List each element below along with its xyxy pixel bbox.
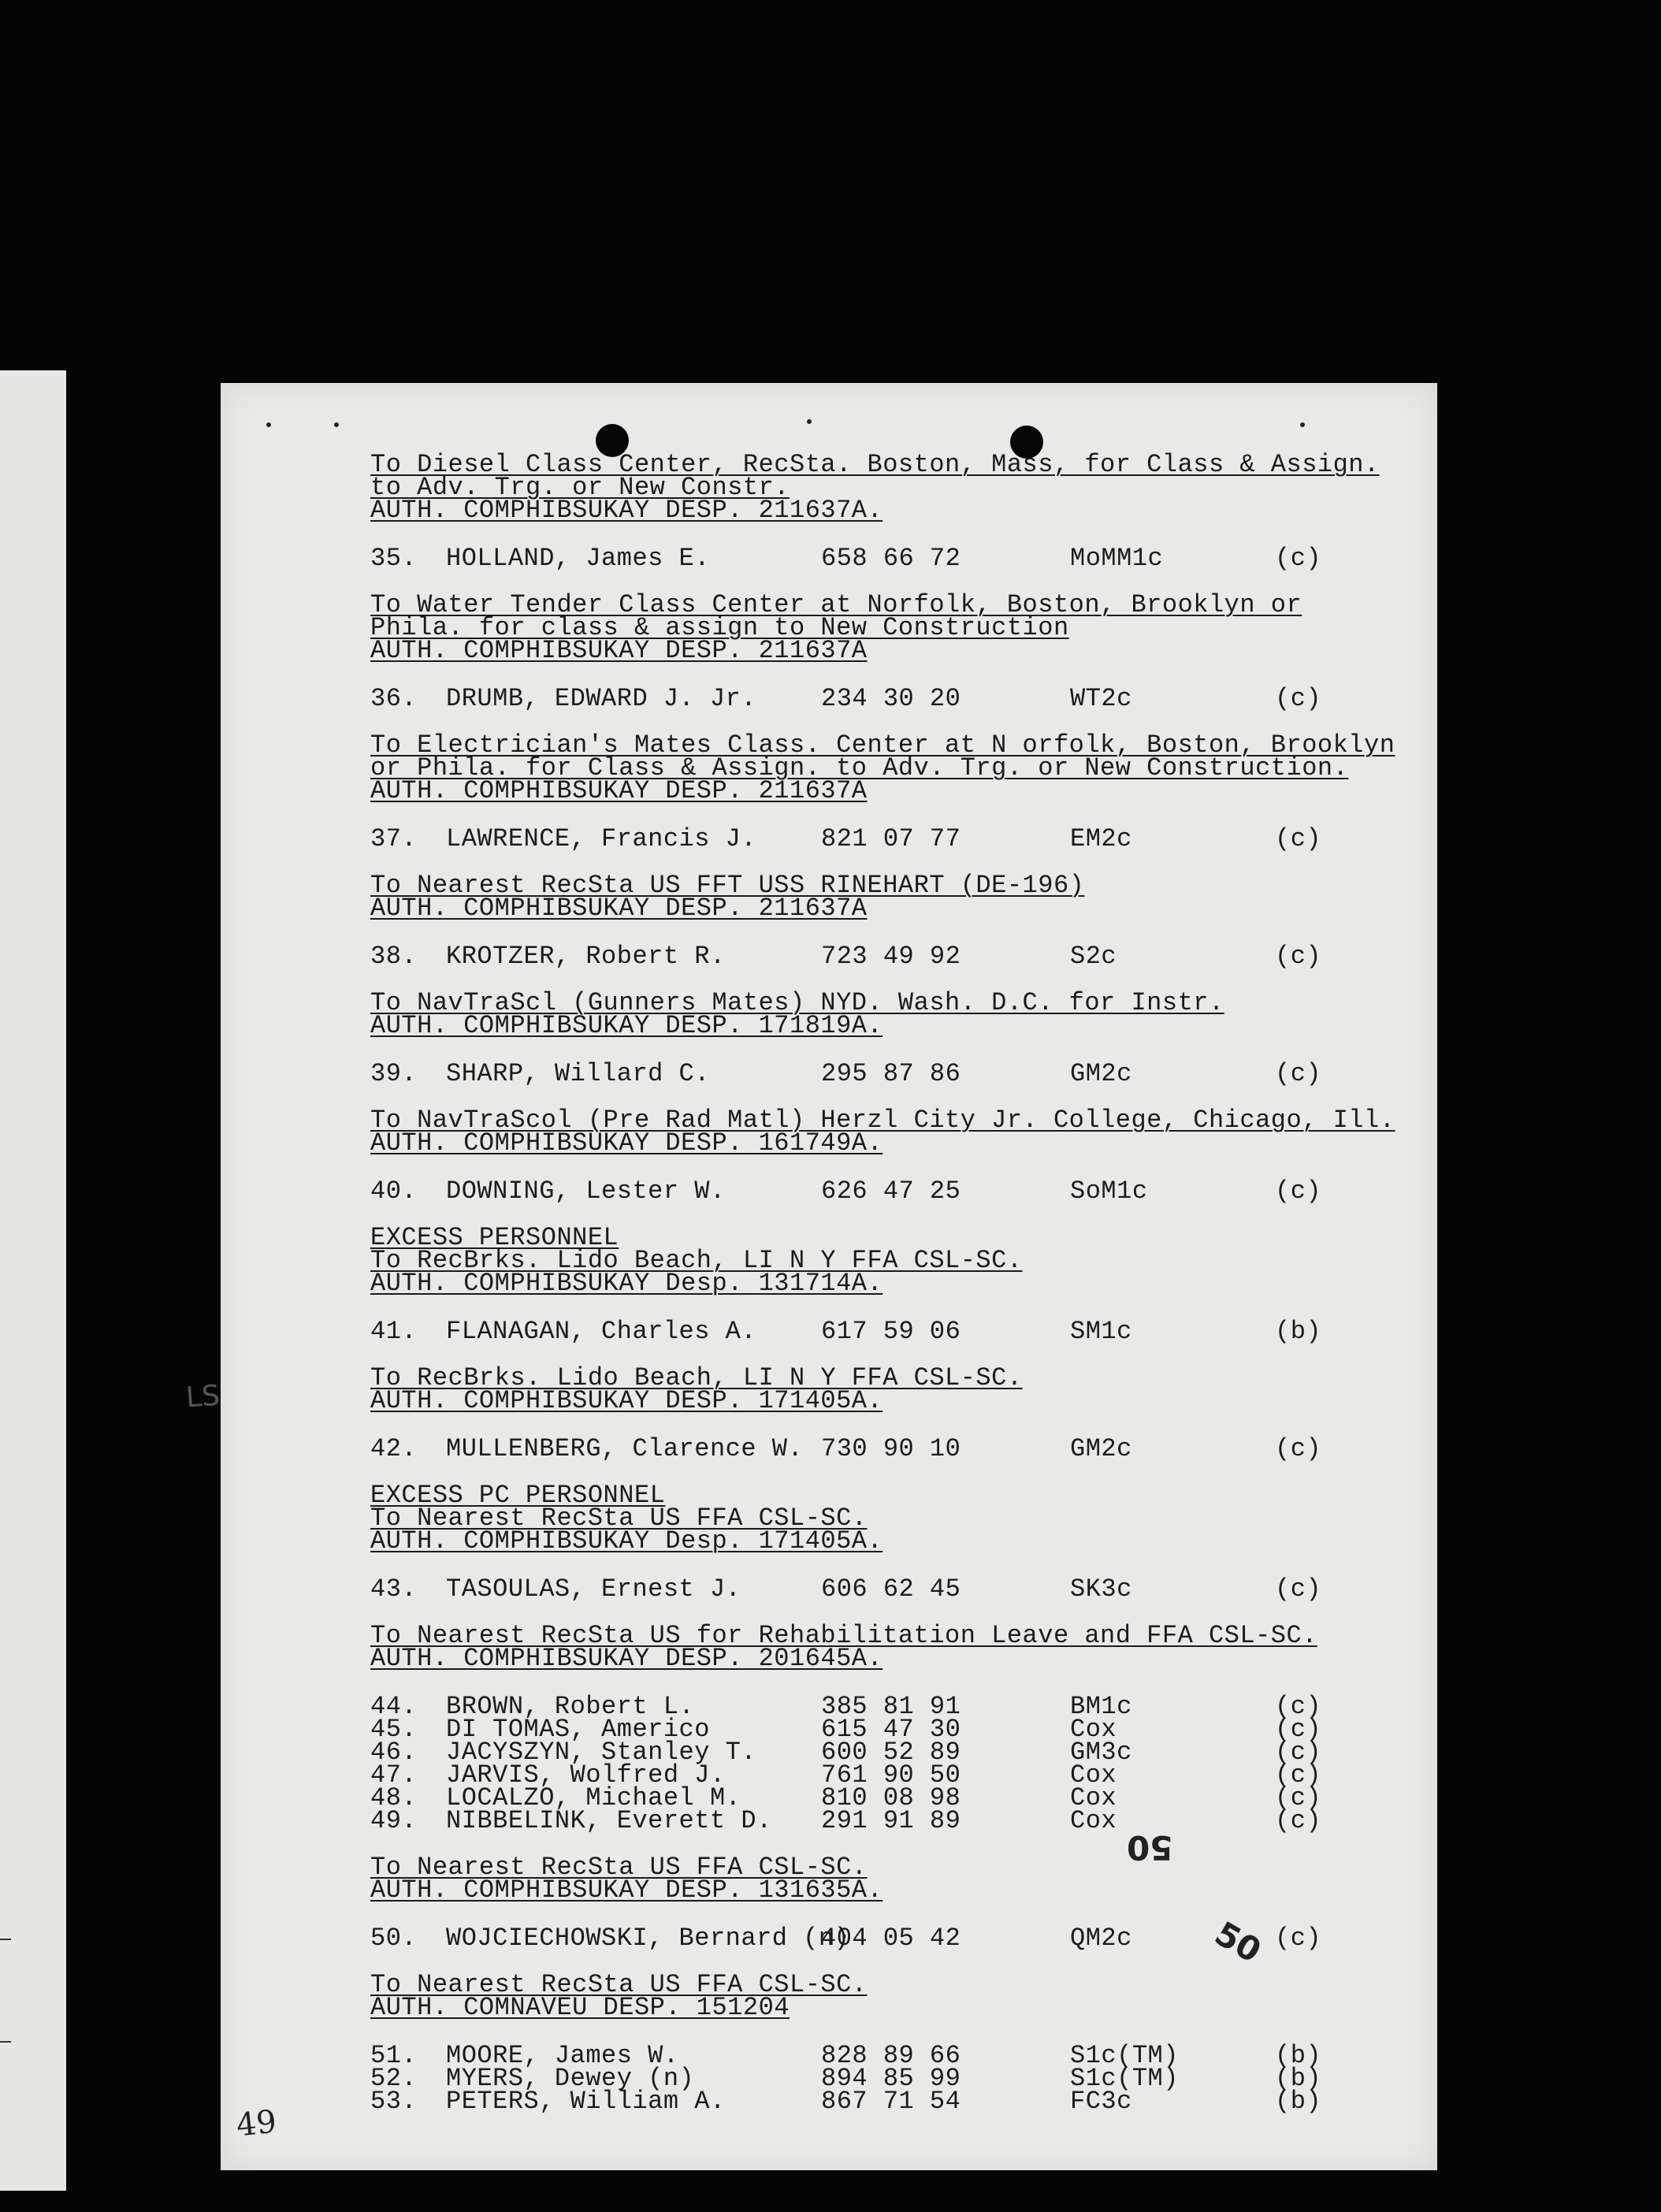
entry-number: 36. [370, 684, 418, 713]
adjacent-page-strip [0, 370, 66, 2191]
instruction-line: To Nearest RecSta US FFA CSL-SC. [370, 1970, 868, 1999]
speck [266, 422, 271, 427]
instruction-line: AUTH. COMPHIBSUKAY DESP. 211637A [370, 894, 868, 923]
entry-rate: FC3c [1070, 2087, 1132, 2116]
entry-number: 52. [370, 2064, 418, 2093]
entry-number: 46. [370, 1738, 418, 1767]
entry-rate: S1c(TM) [1070, 2041, 1179, 2070]
entry-name: FLANAGAN, Charles A. [446, 1317, 757, 1346]
entry-status: (c) [1275, 544, 1322, 573]
entry-number: 45. [370, 1715, 418, 1744]
entry-rate: MoMM1c [1070, 544, 1164, 573]
entry-rate: SM1c [1070, 1317, 1132, 1346]
entry-service-number: 810 08 98 [821, 1783, 961, 1812]
entry-number: 51. [370, 2041, 418, 2070]
entry-service-number: 658 66 72 [821, 544, 961, 573]
entry-rate: S1c(TM) [1070, 2064, 1179, 2093]
entry-name: TASOULAS, Ernest J. [446, 1574, 741, 1604]
personnel-entry [370, 1574, 1426, 1604]
entry-rate: S2c [1070, 942, 1117, 971]
speck [334, 422, 339, 427]
instruction-line: AUTH. COMPHIBSUKAY DESP. 211637A. [370, 496, 883, 525]
instruction-line: To RecBrks. Lido Beach, LI N Y FFA CSL-SC. [370, 1363, 1023, 1392]
instruction-line: AUTH. COMPHIBSUKAY Desp. 131714A. [370, 1269, 883, 1298]
entry-rate: Cox [1070, 1715, 1117, 1744]
entry-status: (b) [1275, 2041, 1322, 2070]
strip-tick [0, 1939, 11, 1940]
entry-service-number: 234 30 20 [821, 684, 961, 713]
entry-service-number: 606 62 45 [821, 1574, 961, 1604]
entry-service-number: 404 05 42 [821, 1924, 961, 1953]
instruction-line: AUTH. COMPHIBSUKAY DESP. 171819A. [370, 1011, 883, 1040]
entry-name: DI TOMAS, Americo [446, 1715, 710, 1744]
entry-name: LAWRENCE, Francis J. [446, 824, 757, 853]
instruction-line: AUTH. COMPHIBSUKAY Desp. 171405A. [370, 1526, 883, 1556]
entry-name: MOORE, James W. [446, 2041, 679, 2070]
personnel-entry [370, 1061, 1426, 1087]
entry-number: 40. [370, 1177, 418, 1206]
entry-number: 39. [370, 1059, 418, 1088]
entry-name: BROWN, Robert L. [446, 1692, 695, 1721]
instruction-line: or Phila. for Class & Assign. to Adv. Trg. or New Construction. [370, 753, 1349, 783]
entry-status: (c) [1275, 1434, 1322, 1463]
instruction-line: Phila. for class & assign to New Construction [370, 613, 1069, 642]
entry-status: (c) [1275, 684, 1322, 713]
instruction-line: AUTH. COMPHIBSUKAY DESP. 201645A. [370, 1644, 883, 1673]
instruction-line: EXCESS PERSONNEL [370, 1223, 619, 1252]
entry-name: JARVIS, Wolfred J. [446, 1760, 726, 1790]
entry-status: (c) [1275, 1692, 1322, 1721]
instruction-line: To Water Tender Class Center at Norfolk, Boston, Brooklyn or [370, 590, 1302, 619]
entry-service-number: 723 49 92 [821, 942, 961, 971]
entry-number: 44. [370, 1692, 418, 1721]
strip-tick [0, 2041, 11, 2043]
handwritten-page-number: 49 [234, 2103, 279, 2144]
entry-service-number: 615 47 30 [821, 1715, 961, 1744]
entry-name: JACYSZYN, Stanley T. [446, 1738, 757, 1767]
instruction-line: To Nearest RecSta US for Rehabilitation Leave and FFA CSL-SC. [370, 1621, 1317, 1650]
stamp-upside-down: 50 [1127, 1828, 1173, 1867]
entry-number: 50. [370, 1924, 418, 1953]
personnel-entry [370, 1926, 1426, 1951]
entry-name: MULLENBERG, Clarence W. [446, 1434, 804, 1463]
entry-status: (c) [1275, 1059, 1322, 1088]
entry-name: LOCALZO, Michael M. [446, 1783, 741, 1812]
instruction-line: To Nearest RecSta US FFA CSL-SC. [370, 1853, 868, 1882]
personnel-entry [370, 686, 1426, 712]
entry-number: 53. [370, 2087, 418, 2116]
personnel-entry [370, 546, 1426, 571]
personnel-entry [370, 1806, 1426, 1835]
entry-name: PETERS, William A. [446, 2087, 726, 2116]
entry-status: (c) [1275, 1177, 1322, 1206]
entry-service-number: 761 90 50 [821, 1760, 961, 1790]
entry-rate: BM1c [1070, 1692, 1132, 1721]
instruction-line: To RecBrks. Lido Beach, LI N Y FFA CSL-SC. [370, 1246, 1023, 1275]
instruction-line: AUTH. COMPHIBSUKAY DESP. 161749A. [370, 1128, 883, 1158]
instruction-line: To Nearest RecSta US FFA CSL-SC. [370, 1504, 868, 1533]
entry-status: (c) [1275, 1715, 1322, 1744]
document-page [221, 383, 1437, 2170]
instruction-line: To Diesel Class Center, RecSta. Boston, Mass, for Class & Assign. [370, 450, 1380, 479]
instruction-line: To NavTraScol (Pre Rad Matl) Herzl City Jr. College, Chicago, Ill. [370, 1106, 1395, 1135]
entry-status: (c) [1275, 942, 1322, 971]
entry-number: 48. [370, 1783, 418, 1812]
entry-status: (c) [1275, 1783, 1322, 1812]
personnel-entry [370, 1319, 1426, 1344]
entry-service-number: 617 59 06 [821, 1317, 961, 1346]
entry-name: HOLLAND, James E. [446, 544, 710, 573]
entry-number: 38. [370, 942, 418, 971]
entry-name: WOJCIECHOWSKI, Bernard (n) [446, 1924, 850, 1953]
entry-rate: SK3c [1070, 1574, 1132, 1604]
entry-status: (c) [1275, 1760, 1322, 1790]
entry-status: (c) [1275, 1738, 1322, 1767]
entry-name: MYERS, Dewey (n) [446, 2064, 695, 2093]
entry-status: (c) [1275, 1574, 1322, 1604]
entry-service-number: 295 87 86 [821, 1059, 961, 1088]
instruction-line: To Electrician's Mates Class. Center at N orfolk, Boston, Brooklyn [370, 731, 1395, 760]
entry-number: 49. [370, 1806, 418, 1835]
instruction-line: to Adv. Trg. or New Constr. [370, 473, 790, 502]
speck [1300, 422, 1305, 427]
entry-service-number: 730 90 10 [821, 1434, 961, 1463]
entry-number: 42. [370, 1434, 418, 1463]
entry-number: 37. [370, 824, 418, 853]
entry-service-number: 821 07 77 [821, 824, 961, 853]
instruction-line: EXCESS PC PERSONNEL [370, 1481, 666, 1510]
entry-name: DOWNING, Lester W. [446, 1177, 726, 1206]
entry-rate: EM2c [1070, 824, 1132, 853]
entry-rate: GM2c [1070, 1434, 1132, 1463]
instruction-line: AUTH. COMPHIBSUKAY DESP. 211637A [370, 776, 868, 805]
entry-service-number: 867 71 54 [821, 2087, 961, 2116]
margin-mark: LS [184, 1379, 221, 1415]
entry-status: (b) [1275, 2087, 1322, 2116]
entry-rate: GM3c [1070, 1738, 1132, 1767]
entry-rate: WT2c [1070, 684, 1132, 713]
entry-name: NIBBELINK, Everett D. [446, 1806, 772, 1835]
document-body [370, 450, 1426, 2116]
entry-service-number: 291 91 89 [821, 1806, 961, 1835]
stamp-number: 50 [1208, 1913, 1268, 1971]
entry-status: (c) [1275, 1924, 1322, 1953]
entry-number: 47. [370, 1760, 418, 1790]
entry-service-number: 626 47 25 [821, 1177, 961, 1206]
entry-service-number: 828 89 66 [821, 2041, 961, 2070]
entry-service-number: 385 81 91 [821, 1692, 961, 1721]
entry-status: (b) [1275, 2064, 1322, 2093]
entry-service-number: 600 52 89 [821, 1738, 961, 1767]
personnel-entry [370, 944, 1426, 969]
instruction-line: AUTH. COMNAVEU DESP. 151204 [370, 1993, 790, 2022]
entry-name: SHARP, Willard C. [446, 1059, 710, 1088]
personnel-entry [370, 1179, 1426, 1204]
entry-number: 41. [370, 1317, 418, 1346]
entry-rate: Cox [1070, 1783, 1117, 1812]
entry-number: 35. [370, 544, 418, 573]
entry-status: (c) [1275, 1806, 1322, 1835]
instruction-line: To Nearest RecSta US FFT USS RINEHART (DE-196) [370, 871, 1085, 900]
entry-rate: Cox [1070, 1760, 1117, 1790]
entry-rate: Cox [1070, 1806, 1117, 1835]
speck [807, 419, 812, 424]
entry-rate: GM2c [1070, 1059, 1132, 1088]
instruction-line: To NavTraScl (Gunners Mates) NYD. Wash. D.C. for Instr. [370, 988, 1224, 1017]
personnel-entry [370, 2089, 1426, 2114]
instruction-line: AUTH. COMPHIBSUKAY DESP. 171405A. [370, 1386, 883, 1415]
entry-status: (b) [1275, 1317, 1322, 1346]
instruction-line: AUTH. COMPHIBSUKAY DESP. 211637A [370, 636, 868, 665]
entry-rate: SoM1c [1070, 1177, 1148, 1206]
entry-name: DRUMB, EDWARD J. Jr. [446, 684, 757, 713]
entry-service-number: 894 85 99 [821, 2064, 961, 2093]
entry-number: 43. [370, 1574, 418, 1604]
instruction-line: AUTH. COMPHIBSUKAY DESP. 131635A. [370, 1876, 883, 1905]
entry-name: KROTZER, Robert R. [446, 942, 726, 971]
personnel-entry [370, 1434, 1426, 1463]
entry-status: (c) [1275, 824, 1322, 853]
personnel-entry [370, 824, 1426, 853]
entry-rate: QM2c [1070, 1924, 1132, 1953]
